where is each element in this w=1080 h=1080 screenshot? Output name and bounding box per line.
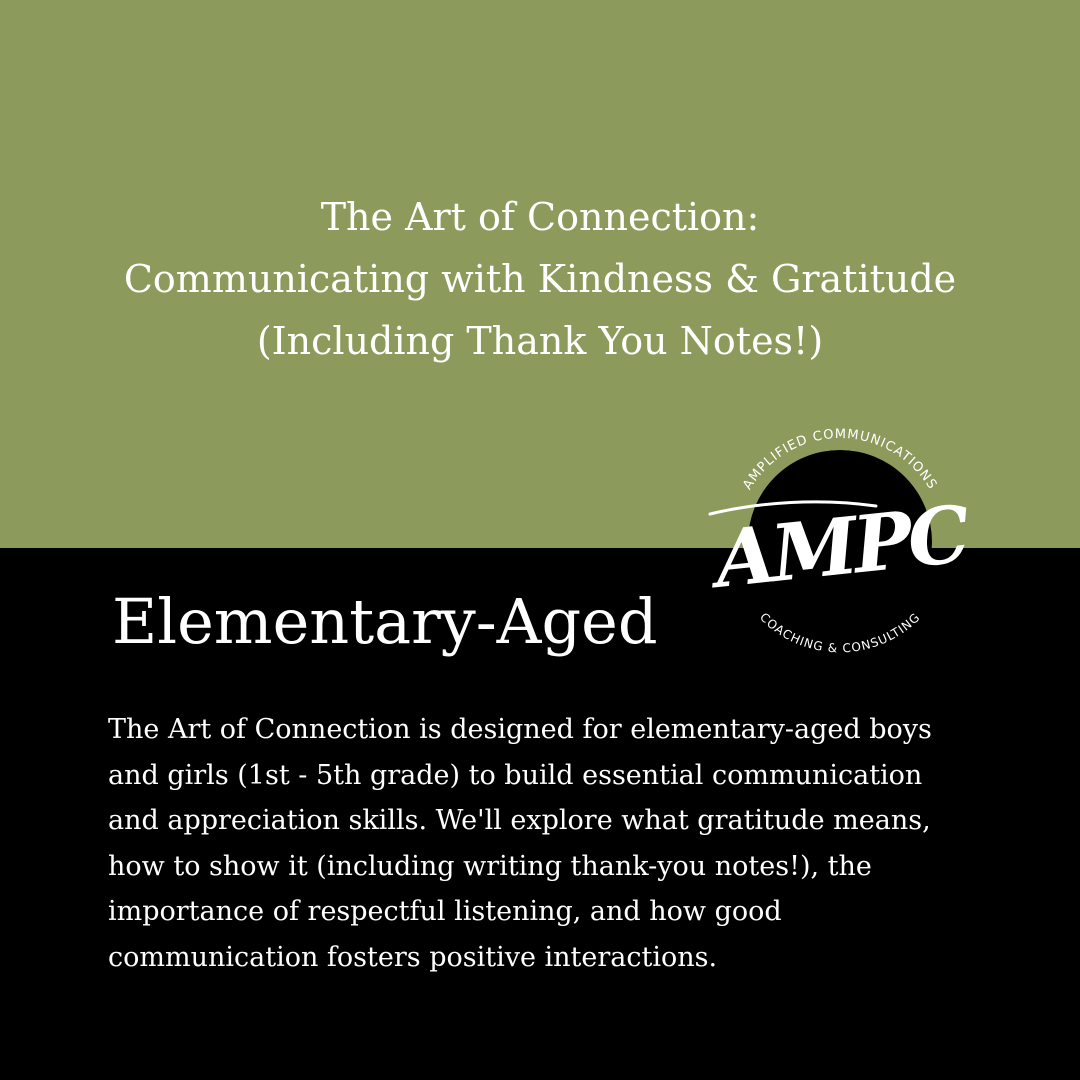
title-block — [60, 186, 1020, 372]
logo-monogram: AMPC — [710, 489, 971, 606]
logo-graphic — [700, 402, 980, 682]
description-line: how to show it (including writing thank-you notes!), the — [108, 850, 872, 882]
section-heading: Elementary-Aged — [112, 585, 658, 658]
description-line: importance of respectful listening, and how good — [108, 896, 782, 927]
description — [108, 707, 988, 980]
logo-arc-bottom: COACHING & CONSULTING — [757, 609, 924, 656]
ampc-logo — [700, 402, 980, 682]
title-line-2: Communicating with Kindness & Gratitude — [123, 257, 957, 301]
description-line: The Art of Connection is designed for elementary-aged boys — [108, 714, 932, 745]
title-line-1: The Art of Connection: — [320, 195, 760, 239]
description-line: communication fosters positive interactions. — [108, 941, 718, 973]
logo-arc-top: AMPLIFIED COMMUNICATIONS — [740, 426, 940, 493]
description-line: and appreciation skills. We'll explore what gratitude means, — [108, 805, 931, 836]
title-line-3: (Including Thank You Notes!) — [256, 319, 824, 363]
description-line: and girls (1st - 5th grade) to build essential communication — [108, 759, 923, 791]
